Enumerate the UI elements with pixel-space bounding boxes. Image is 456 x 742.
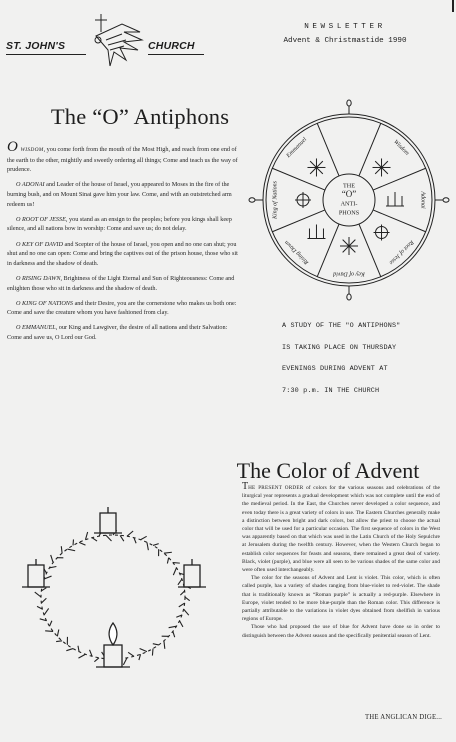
antiphon-paragraph	[7, 240, 243, 269]
article-paragraph: The color for the seasons of Advent and Lent is violet. This color, which is often called purple, has a variety of shades ranging from blue-violet to red-violet. The shade that is traditionally known as “Roman purple” is actually a red-purple. Elsewhere in Europe, violet tended to be more blue-purple than the Roman color. This difference is partially attributable to the variations in violet dyes obtained from shellfish in various regions of Europe.	[242, 575, 440, 623]
antiphon-name: EMMANUEL	[22, 324, 56, 332]
wheel-symbol-icon	[307, 158, 325, 176]
antiphon-text: and Leader of the house of Israel, you appeared to Moses in the fire of the burning bush, and on Mount Sinai gave him your law. Come, and with an outstretched arm redeem us!	[7, 181, 232, 208]
antiphon-lead: O	[16, 274, 23, 282]
study-line: A STUDY OF THE "O ANTIPHONS"	[282, 322, 401, 330]
antiphon-text: , you stand as an ensign to the peoples; before you kings shall keep silence, and all nations bow in worship: Come and save us; do not delay.	[7, 215, 232, 233]
newsletter-heading	[260, 20, 430, 48]
wheel-segment-label: Root of Jesse	[387, 238, 415, 266]
antiphon-paragraph	[7, 274, 243, 293]
page-corner-mark	[452, 0, 454, 12]
advent-wreath-illustration	[14, 505, 214, 685]
antiphon-name: KEY OF DAVID	[22, 240, 63, 248]
article-paragraph: THE PRESENT ORDER of colors for the various seasons and celebrations of the liturgical year represents a gradual development which was not complete until the end of the medieval period. In the East, the Churches never developed a color sequence, and even today there is a great variety of colors in use. The Eastern Churches generally make a distinction between bright and dark colors, but allow the priest to choose the actual color that will be used for a particular occasion. The first sequence of colors in the West was apparently based on that which was used in the Latin Church of the Holy Sepulchre at Jerusalem during the twelfth century. However, when the Western Church began to establish color sequences for feasts and seasons, there remained a great deal of variety. Black, violet (purple), and blue were all seen to be various shades of the same color and were often used interchangeably.	[242, 481, 440, 574]
antiphon-text: and Scepter of the house of Israel, you open and no one can shut; you shut and no one can open: Come and bring the captives out of the prison house, those who sit in darkness and the shadow of death.	[7, 240, 238, 267]
antiphons-wheel-diagram	[244, 95, 454, 305]
article-paragraph: Those who had proposed the use of blue for Advent have done so in order to distinguish between the Advent season and the specifically penitential season of Lent.	[242, 624, 440, 639]
wheel-center-text: “O”	[341, 189, 357, 200]
drop-initial: T	[242, 481, 249, 492]
study-line: EVENINGS DURING ADVENT AT	[282, 365, 388, 373]
antiphons-text	[7, 139, 243, 348]
color-advent-title: The Color of Advent	[236, 458, 420, 483]
antiphon-lead: O	[16, 215, 23, 223]
antiphon-lead: O	[7, 139, 18, 155]
study-line: 7:30 p.m. IN THE CHURCH	[282, 386, 380, 395]
source-credit: THE ANGLICAN DIGE...	[364, 714, 442, 721]
antiphon-name: KING OF NATIONS	[22, 299, 74, 307]
antiphon-text: , Brightness of the Light Eternal and Sun of Righteousness: Come and enlighten those who sit in darkness and the shadow of death.	[7, 274, 235, 292]
wheel-segment-label: Wisdom	[392, 139, 410, 157]
antiphon-text: , our King and Lawgiver, the desire of all nations and their Salvation: Come and save us, O Lord our God.	[7, 324, 228, 342]
church-name-left: ST. JOHN'S	[6, 40, 66, 52]
antiphon-lead: O	[16, 299, 23, 307]
antiphon-paragraph	[7, 180, 243, 209]
wheel-center-text: THE	[342, 182, 356, 190]
wheel-symbol-icon	[307, 225, 325, 239]
antiphon-paragraph	[7, 139, 243, 175]
newsletter-label: NEWSLETTER	[304, 23, 386, 31]
church-name-right: CHURCH	[148, 40, 195, 52]
candle-bottom-lit	[104, 645, 122, 667]
antiphon-paragraph	[7, 299, 243, 318]
antiphon-text: and their Desire, you are the cornerstone who makes us both one: Come and save the creature whom you have fashioned from clay.	[7, 299, 237, 317]
wheel-symbol-icon	[340, 237, 358, 255]
antiphon-paragraph	[7, 215, 243, 234]
color-advent-article	[242, 483, 440, 640]
church-emblem-icon	[84, 10, 154, 68]
antiphon-name: ADONAI	[21, 181, 45, 189]
study-notice	[282, 316, 452, 402]
antiphon-lead: O	[16, 324, 23, 332]
antiphon-paragraph	[7, 323, 243, 342]
antiphon-lead: O	[16, 240, 23, 248]
wheel-segment-label: Key of David	[333, 270, 365, 277]
candle-right	[184, 565, 200, 587]
wheel-segment-label: Adonai	[419, 191, 426, 209]
antiphon-name: ROOT OF JESSE	[22, 215, 66, 223]
wheel-center-text: PHONS	[338, 209, 360, 217]
wheel-symbol-icon	[386, 192, 404, 206]
newsletter-season: Advent & Christmastide 1990	[283, 37, 407, 45]
antiphon-name: RISING DAWN	[22, 274, 61, 282]
study-line: IS TAKING PLACE ON THURSDAY	[282, 343, 397, 352]
wheel-symbol-icon	[373, 158, 391, 176]
antiphon-name: WISDOM	[18, 147, 44, 153]
wheel-symbol-icon	[374, 225, 390, 241]
candle-left	[28, 565, 44, 587]
antiphon-text: , you come forth from the mouth of the Most High, and reach from one end of the earth to the other, mightily and sweetly ordering all things; Come and teach us the way of prudence.	[7, 146, 238, 174]
wheel-center-text: ANTI-	[340, 200, 358, 208]
antiphons-title: The “O” Antiphons	[50, 104, 230, 129]
wheel-segment-label: King of Nations	[272, 180, 279, 220]
church-masthead	[6, 10, 206, 70]
antiphon-lead: O	[16, 181, 22, 189]
header-rule-right	[148, 54, 204, 55]
wheel-segment-label: Emmanuel	[285, 136, 309, 160]
candle-top	[100, 513, 116, 533]
wheel-segment-label: Rising Dawn	[283, 238, 311, 266]
wheel-symbol-icon	[295, 192, 311, 208]
header-rule-left	[6, 54, 86, 55]
